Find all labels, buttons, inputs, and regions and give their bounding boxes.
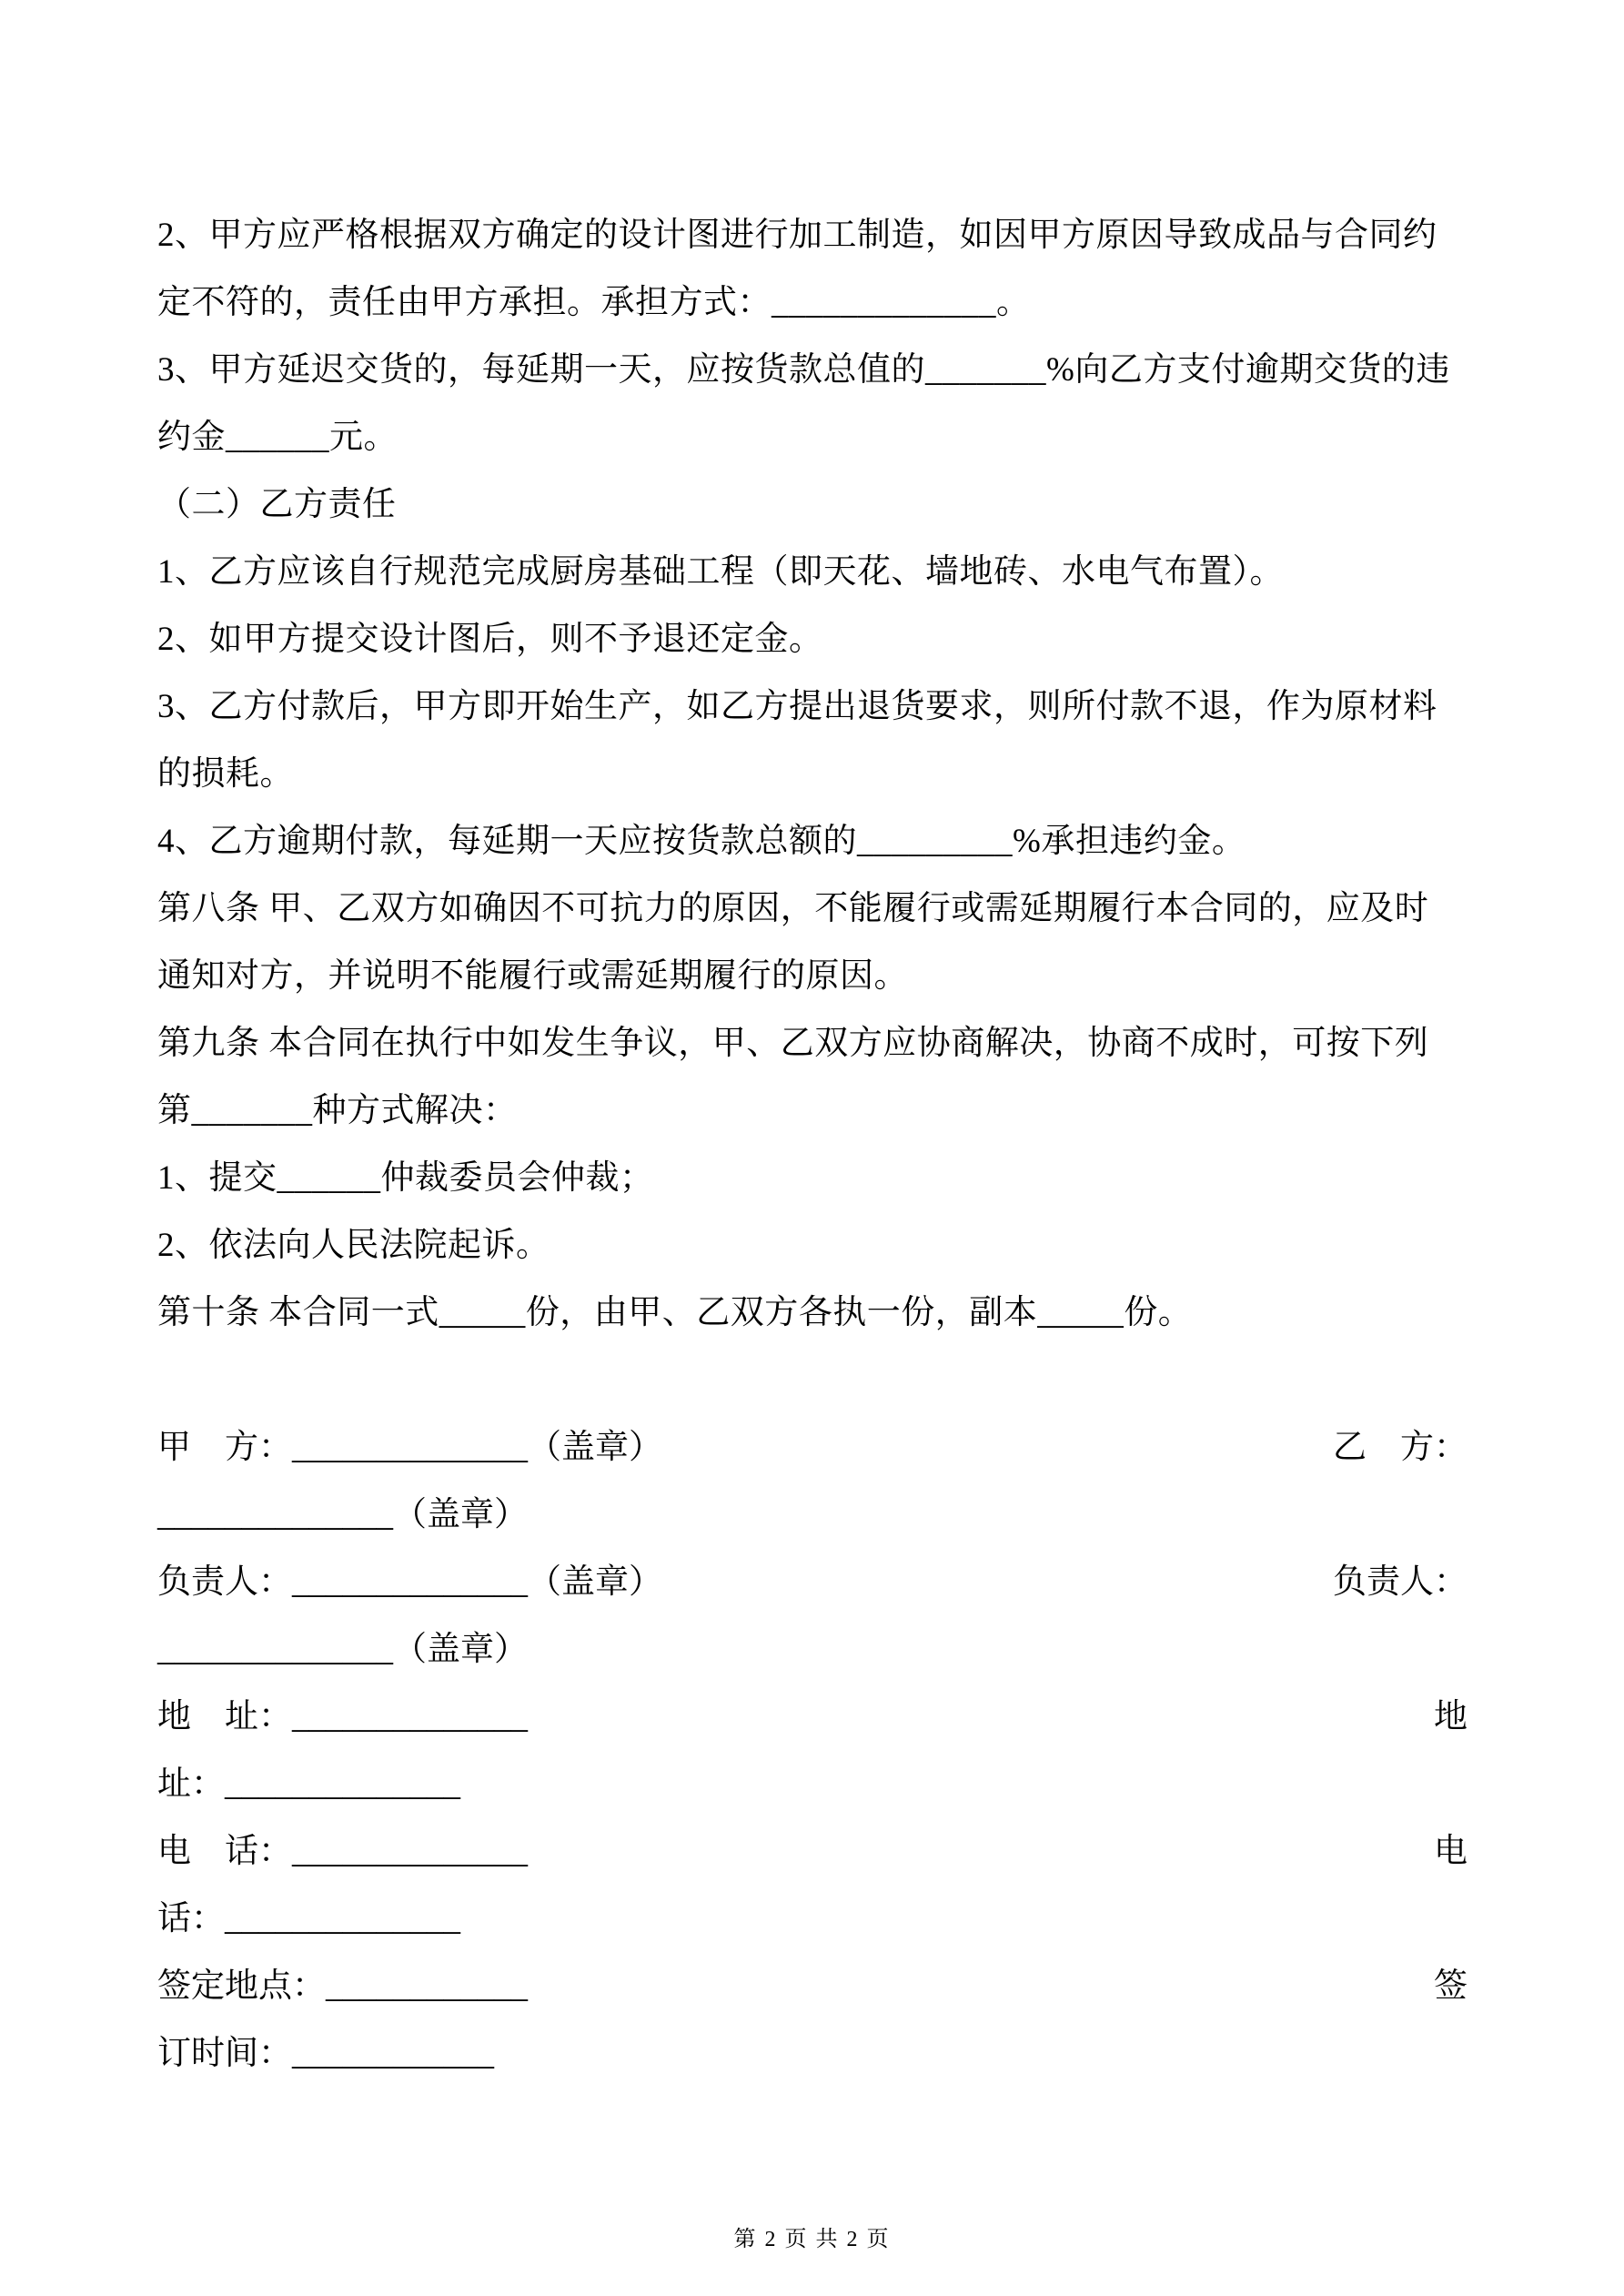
signature-row: [157, 1616, 1468, 1684]
signature-left: 甲 方：______________（盖章）: [157, 1429, 662, 1466]
signature-left: 话：______________: [157, 1900, 460, 1937]
contract-line: 3、甲方延迟交货的，每延期一天，应按货款总值的_______%向乙方支付逾期交货的违: [157, 351, 1450, 389]
contract-line: 的损耗。: [157, 755, 294, 793]
signature-right: 负责人：: [1333, 1563, 1468, 1601]
signature-row: [157, 1886, 1468, 1953]
signature-row: [157, 1414, 1468, 1482]
contract-line: 第_______种方式解决：: [157, 1092, 518, 1129]
contract-line: 通知对方，并说明不能履行或需延期履行的原因。: [157, 957, 908, 995]
signature-right: 电: [1434, 1833, 1468, 1870]
signature-row: [157, 1549, 1468, 1616]
contract-line: 1、提交______仲裁委员会仲裁；: [157, 1159, 654, 1197]
signature-right: 地: [1434, 1698, 1468, 1735]
contract-line: 4、乙方逾期付款，每延期一天应按货款总额的_________%承担违约金。: [157, 823, 1246, 860]
contract-body: [157, 202, 1468, 2088]
signature-row: [157, 1482, 1468, 1549]
page-footer: 第 2 页 共 2 页: [733, 2228, 891, 2251]
contract-line: 第八条 甲、乙双方如确因不可抗力的原因，不能履行或需延期履行本合同的，应及时: [157, 890, 1429, 927]
signature-left: 订时间：____________: [157, 2035, 494, 2072]
signature-row: [157, 1751, 1468, 1818]
signature-left: 负责人：______________（盖章）: [157, 1563, 662, 1601]
signature-left: 地 址：______________: [157, 1698, 528, 1735]
signature-left: 址：______________: [157, 1765, 460, 1803]
signature-row: [157, 2020, 1468, 2088]
contract-line: 约金______元。: [157, 419, 398, 456]
contract-line: 2、甲方应严格根据双方确定的设计图进行加工制造，如因甲方原因导致成品与合同约: [157, 217, 1437, 254]
signature-row: [157, 1818, 1468, 1886]
signature-right: 签: [1434, 1967, 1468, 2005]
signature-right: 乙 方：: [1333, 1429, 1468, 1466]
contract-line: 第十条 本合同一式_____份，由甲、乙双方各执一份，副本_____份。: [157, 1294, 1193, 1331]
contract-line: 第九条 本合同在执行中如发生争议，甲、乙双方应协商解决，协商不成时，可按下列: [157, 1025, 1429, 1062]
contract-line: 2、如甲方提交设计图后，则不予退还定金。: [157, 621, 823, 658]
signature-left: 签定地点：____________: [157, 1967, 528, 2005]
signature-row: [157, 1953, 1468, 2020]
contract-line: 2、依法向人民法院起诉。: [157, 1227, 550, 1264]
contract-line: 3、乙方付款后，甲方即开始生产，如乙方提出退货要求，则所付款不退，作为原材料: [157, 688, 1437, 725]
signature-left: ______________（盖章）: [157, 1496, 528, 1533]
contract-line: 定不符的，责任由甲方承担。承担方式：_____________。: [157, 284, 1031, 321]
signature-row: [157, 1684, 1468, 1751]
spacer: [157, 1347, 1468, 1414]
section-heading: （二）乙方责任: [157, 486, 397, 523]
signature-left: 电 话：______________: [157, 1833, 528, 1870]
signature-left: ______________（盖章）: [157, 1631, 528, 1668]
contract-line: 1、乙方应该自行规范完成厨房基础工程（即天花、墙地砖、水电气布置）。: [157, 553, 1284, 591]
